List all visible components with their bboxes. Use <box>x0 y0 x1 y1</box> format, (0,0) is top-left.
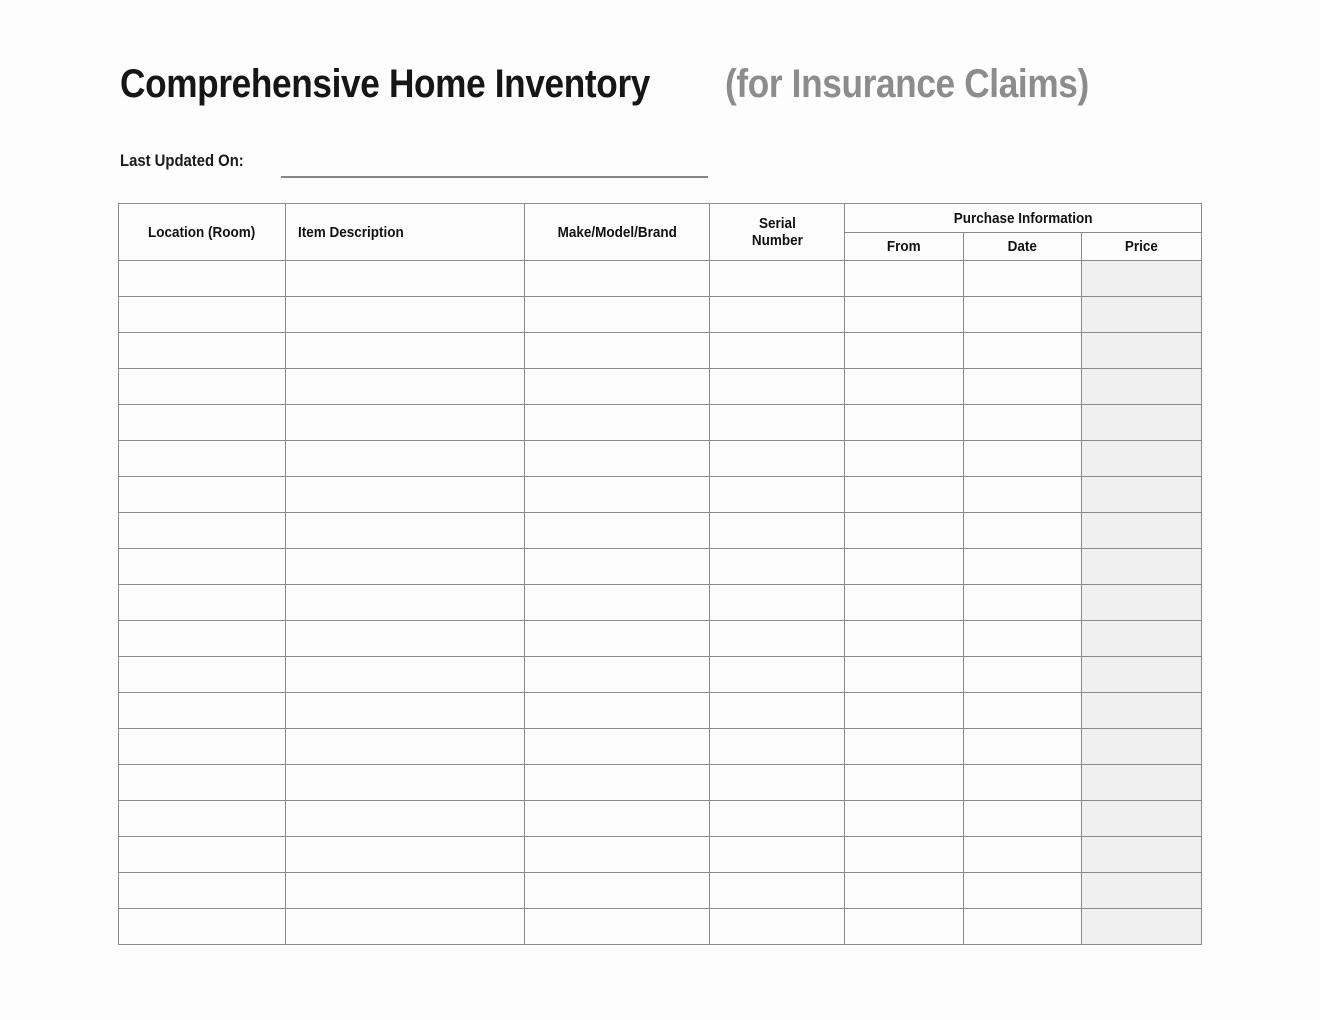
cell-location[interactable] <box>119 297 286 333</box>
table-row <box>119 909 1202 945</box>
cell-date[interactable] <box>964 657 1082 693</box>
cell-serial-number[interactable] <box>710 765 845 801</box>
cell-location[interactable] <box>119 873 286 909</box>
cell-date[interactable] <box>964 261 1082 297</box>
cell-serial-number[interactable] <box>710 837 845 873</box>
cell-from[interactable] <box>845 261 964 297</box>
cell-from[interactable] <box>845 441 964 477</box>
cell-location[interactable] <box>119 549 286 585</box>
cell-item-description[interactable] <box>286 513 525 549</box>
cell-item-description[interactable] <box>286 405 525 441</box>
cell-location[interactable] <box>119 369 286 405</box>
cell-price[interactable] <box>1082 513 1202 549</box>
cell-make-model-brand[interactable] <box>525 333 710 369</box>
cell-serial-number[interactable] <box>710 297 845 333</box>
cell-date[interactable] <box>964 693 1082 729</box>
cell-price[interactable] <box>1082 549 1202 585</box>
cell-location[interactable] <box>119 729 286 765</box>
cell-serial-number[interactable] <box>710 405 845 441</box>
cell-from[interactable] <box>845 909 964 945</box>
cell-make-model-brand[interactable] <box>525 873 710 909</box>
cell-serial-number[interactable] <box>710 621 845 657</box>
cell-location[interactable] <box>119 585 286 621</box>
cell-item-description[interactable] <box>286 729 525 765</box>
cell-item-description[interactable] <box>286 621 525 657</box>
cell-price[interactable] <box>1082 801 1202 837</box>
cell-serial-number[interactable] <box>710 477 845 513</box>
cell-item-description[interactable] <box>286 801 525 837</box>
page-title-subtitle: (for Insurance Claims) <box>724 62 1089 106</box>
cell-date[interactable] <box>964 729 1082 765</box>
column-header-item-description: Item Description <box>286 204 525 261</box>
cell-location[interactable] <box>119 837 286 873</box>
table-header-row-1 <box>119 204 1202 233</box>
cell-location[interactable] <box>119 765 286 801</box>
cell-location[interactable] <box>119 801 286 837</box>
cell-date[interactable] <box>964 873 1082 909</box>
cell-serial-number[interactable] <box>710 873 845 909</box>
cell-make-model-brand[interactable] <box>525 261 710 297</box>
cell-location[interactable] <box>119 333 286 369</box>
column-header-date: Date <box>964 233 1082 261</box>
column-header-purchase-information: Purchase Information <box>845 204 1202 233</box>
cell-from[interactable] <box>845 621 964 657</box>
cell-price[interactable] <box>1082 765 1202 801</box>
cell-location[interactable] <box>119 513 286 549</box>
cell-from[interactable] <box>845 585 964 621</box>
cell-make-model-brand[interactable] <box>525 405 710 441</box>
table-row <box>119 369 1202 405</box>
column-header-from: From <box>845 233 964 261</box>
cell-price[interactable] <box>1082 369 1202 405</box>
cell-from[interactable] <box>845 549 964 585</box>
table-row <box>119 477 1202 513</box>
cell-date[interactable] <box>964 477 1082 513</box>
cell-from[interactable] <box>845 801 964 837</box>
cell-make-model-brand[interactable] <box>525 549 710 585</box>
column-header-price: Price <box>1082 233 1202 261</box>
cell-make-model-brand[interactable] <box>525 585 710 621</box>
cell-price[interactable] <box>1082 585 1202 621</box>
cell-serial-number[interactable] <box>710 549 845 585</box>
table-row <box>119 801 1202 837</box>
cell-item-description[interactable] <box>286 765 525 801</box>
cell-price[interactable] <box>1082 837 1202 873</box>
table-row <box>119 837 1202 873</box>
table-row <box>119 657 1202 693</box>
cell-make-model-brand[interactable] <box>525 369 710 405</box>
cell-make-model-brand[interactable] <box>525 657 710 693</box>
cell-make-model-brand[interactable] <box>525 801 710 837</box>
table-body <box>119 261 1202 945</box>
home-inventory-table <box>118 203 1202 945</box>
cell-date[interactable] <box>964 585 1082 621</box>
cell-price[interactable] <box>1082 729 1202 765</box>
cell-make-model-brand[interactable] <box>525 729 710 765</box>
table-row <box>119 873 1202 909</box>
cell-item-description[interactable] <box>286 477 525 513</box>
table-header <box>119 204 1202 261</box>
cell-from[interactable] <box>845 873 964 909</box>
cell-serial-number[interactable] <box>710 657 845 693</box>
cell-item-description[interactable] <box>286 837 525 873</box>
cell-make-model-brand[interactable] <box>525 909 710 945</box>
cell-location[interactable] <box>119 657 286 693</box>
cell-from[interactable] <box>845 297 964 333</box>
cell-location[interactable] <box>119 441 286 477</box>
cell-location[interactable] <box>119 261 286 297</box>
cell-from[interactable] <box>845 765 964 801</box>
cell-item-description[interactable] <box>286 441 525 477</box>
cell-item-description[interactable] <box>286 873 525 909</box>
last-updated-row <box>120 152 720 178</box>
cell-serial-number[interactable] <box>710 333 845 369</box>
cell-from[interactable] <box>845 837 964 873</box>
cell-serial-number[interactable] <box>710 261 845 297</box>
cell-price[interactable] <box>1082 621 1202 657</box>
cell-price[interactable] <box>1082 441 1202 477</box>
cell-location[interactable] <box>119 621 286 657</box>
cell-make-model-brand[interactable] <box>525 477 710 513</box>
cell-from[interactable] <box>845 477 964 513</box>
table-row <box>119 693 1202 729</box>
cell-date[interactable] <box>964 549 1082 585</box>
cell-make-model-brand[interactable] <box>525 297 710 333</box>
cell-date[interactable] <box>964 369 1082 405</box>
cell-from[interactable] <box>845 729 964 765</box>
cell-date[interactable] <box>964 837 1082 873</box>
cell-price[interactable] <box>1082 297 1202 333</box>
page-title <box>120 62 1138 107</box>
column-header-serial-number: Serial Number <box>710 204 845 261</box>
table-row <box>119 261 1202 297</box>
cell-date[interactable] <box>964 405 1082 441</box>
column-header-location: Location (Room) <box>119 204 286 261</box>
cell-date[interactable] <box>964 765 1082 801</box>
cell-item-description[interactable] <box>286 693 525 729</box>
cell-price[interactable] <box>1082 477 1202 513</box>
table-row <box>119 549 1202 585</box>
cell-location[interactable] <box>119 693 286 729</box>
cell-serial-number[interactable] <box>710 909 845 945</box>
cell-from[interactable] <box>845 693 964 729</box>
cell-from[interactable] <box>845 369 964 405</box>
table-row <box>119 729 1202 765</box>
cell-item-description[interactable] <box>286 657 525 693</box>
cell-serial-number[interactable] <box>710 801 845 837</box>
last-updated-label: Last Updated On: <box>120 152 244 170</box>
table-row <box>119 621 1202 657</box>
cell-date[interactable] <box>964 441 1082 477</box>
cell-serial-number[interactable] <box>710 729 845 765</box>
cell-make-model-brand[interactable] <box>525 513 710 549</box>
cell-location[interactable] <box>119 477 286 513</box>
table-row <box>119 297 1202 333</box>
cell-price[interactable] <box>1082 693 1202 729</box>
cell-date[interactable] <box>964 333 1082 369</box>
cell-date[interactable] <box>964 297 1082 333</box>
cell-from[interactable] <box>845 333 964 369</box>
cell-price[interactable] <box>1082 333 1202 369</box>
cell-serial-number[interactable] <box>710 513 845 549</box>
cell-serial-number[interactable] <box>710 369 845 405</box>
cell-location[interactable] <box>119 405 286 441</box>
cell-serial-number[interactable] <box>710 585 845 621</box>
cell-make-model-brand[interactable] <box>525 837 710 873</box>
table-row <box>119 333 1202 369</box>
table-row <box>119 441 1202 477</box>
cell-item-description[interactable] <box>286 585 525 621</box>
last-updated-input-rule[interactable] <box>281 176 708 178</box>
cell-price[interactable] <box>1082 405 1202 441</box>
cell-make-model-brand[interactable] <box>525 621 710 657</box>
cell-from[interactable] <box>845 405 964 441</box>
cell-item-description[interactable] <box>286 333 525 369</box>
cell-location[interactable] <box>119 909 286 945</box>
cell-item-description[interactable] <box>286 261 525 297</box>
table-row <box>119 765 1202 801</box>
cell-serial-number[interactable] <box>710 693 845 729</box>
cell-item-description[interactable] <box>286 909 525 945</box>
cell-make-model-brand[interactable] <box>525 693 710 729</box>
page-title-main: Comprehensive Home Inventory <box>120 62 651 106</box>
cell-make-model-brand[interactable] <box>525 441 710 477</box>
cell-price[interactable] <box>1082 261 1202 297</box>
cell-price[interactable] <box>1082 657 1202 693</box>
table-row <box>119 513 1202 549</box>
cell-from[interactable] <box>845 657 964 693</box>
cell-item-description[interactable] <box>286 297 525 333</box>
cell-date[interactable] <box>964 513 1082 549</box>
cell-serial-number[interactable] <box>710 441 845 477</box>
cell-date[interactable] <box>964 909 1082 945</box>
cell-make-model-brand[interactable] <box>525 765 710 801</box>
cell-price[interactable] <box>1082 909 1202 945</box>
table-row <box>119 585 1202 621</box>
cell-from[interactable] <box>845 513 964 549</box>
cell-date[interactable] <box>964 801 1082 837</box>
table-row <box>119 405 1202 441</box>
column-header-make-model-brand: Make/Model/Brand <box>525 204 710 261</box>
cell-date[interactable] <box>964 621 1082 657</box>
cell-item-description[interactable] <box>286 549 525 585</box>
cell-item-description[interactable] <box>286 369 525 405</box>
cell-price[interactable] <box>1082 873 1202 909</box>
